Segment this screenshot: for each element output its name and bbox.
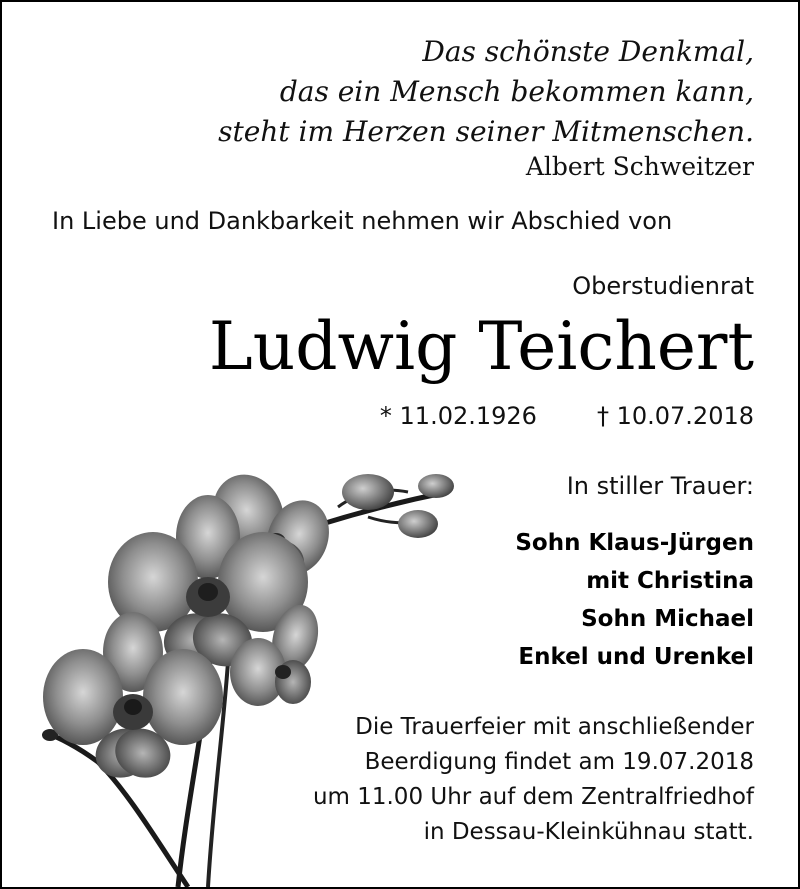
deceased-title: Oberstudienrat [572, 272, 754, 300]
birth-date: * 11.02.1926 [379, 402, 537, 430]
intro-text: In Liebe und Dankbarkeit nehmen wir Abschied von [52, 207, 673, 235]
quote-line: Das schönste Denkmal, [422, 35, 754, 68]
quote-block [218, 32, 754, 152]
quote-line: das ein Mensch bekommen kann, [279, 75, 754, 108]
mourner-name: Sohn Michael [581, 606, 754, 632]
life-dates [380, 402, 754, 430]
mourner-name: mit Christina [586, 568, 754, 594]
funeral-info [313, 710, 754, 850]
death-date: † 10.07.2018 [596, 402, 754, 430]
funeral-line: um 11.00 Uhr auf dem Zentralfriedhof [312, 784, 754, 810]
funeral-line: Die Trauerfeier mit anschließender [355, 714, 754, 740]
mourners-list [515, 524, 754, 676]
funeral-line: Beerdigung findet am 19.07.2018 [364, 749, 754, 775]
mourner-name: Enkel und Urenkel [518, 644, 754, 670]
quote-author: Albert Schweitzer [525, 152, 754, 181]
quote-line: steht im Herzen seiner Mitmenschen. [218, 115, 754, 148]
deceased-name: Ludwig Teichert [208, 308, 754, 385]
funeral-line: in Dessau-Kleinkühnau statt. [423, 819, 754, 845]
mourner-name: Sohn Klaus-Jürgen [515, 530, 754, 556]
mourners-label: In stiller Trauer: [566, 472, 754, 500]
